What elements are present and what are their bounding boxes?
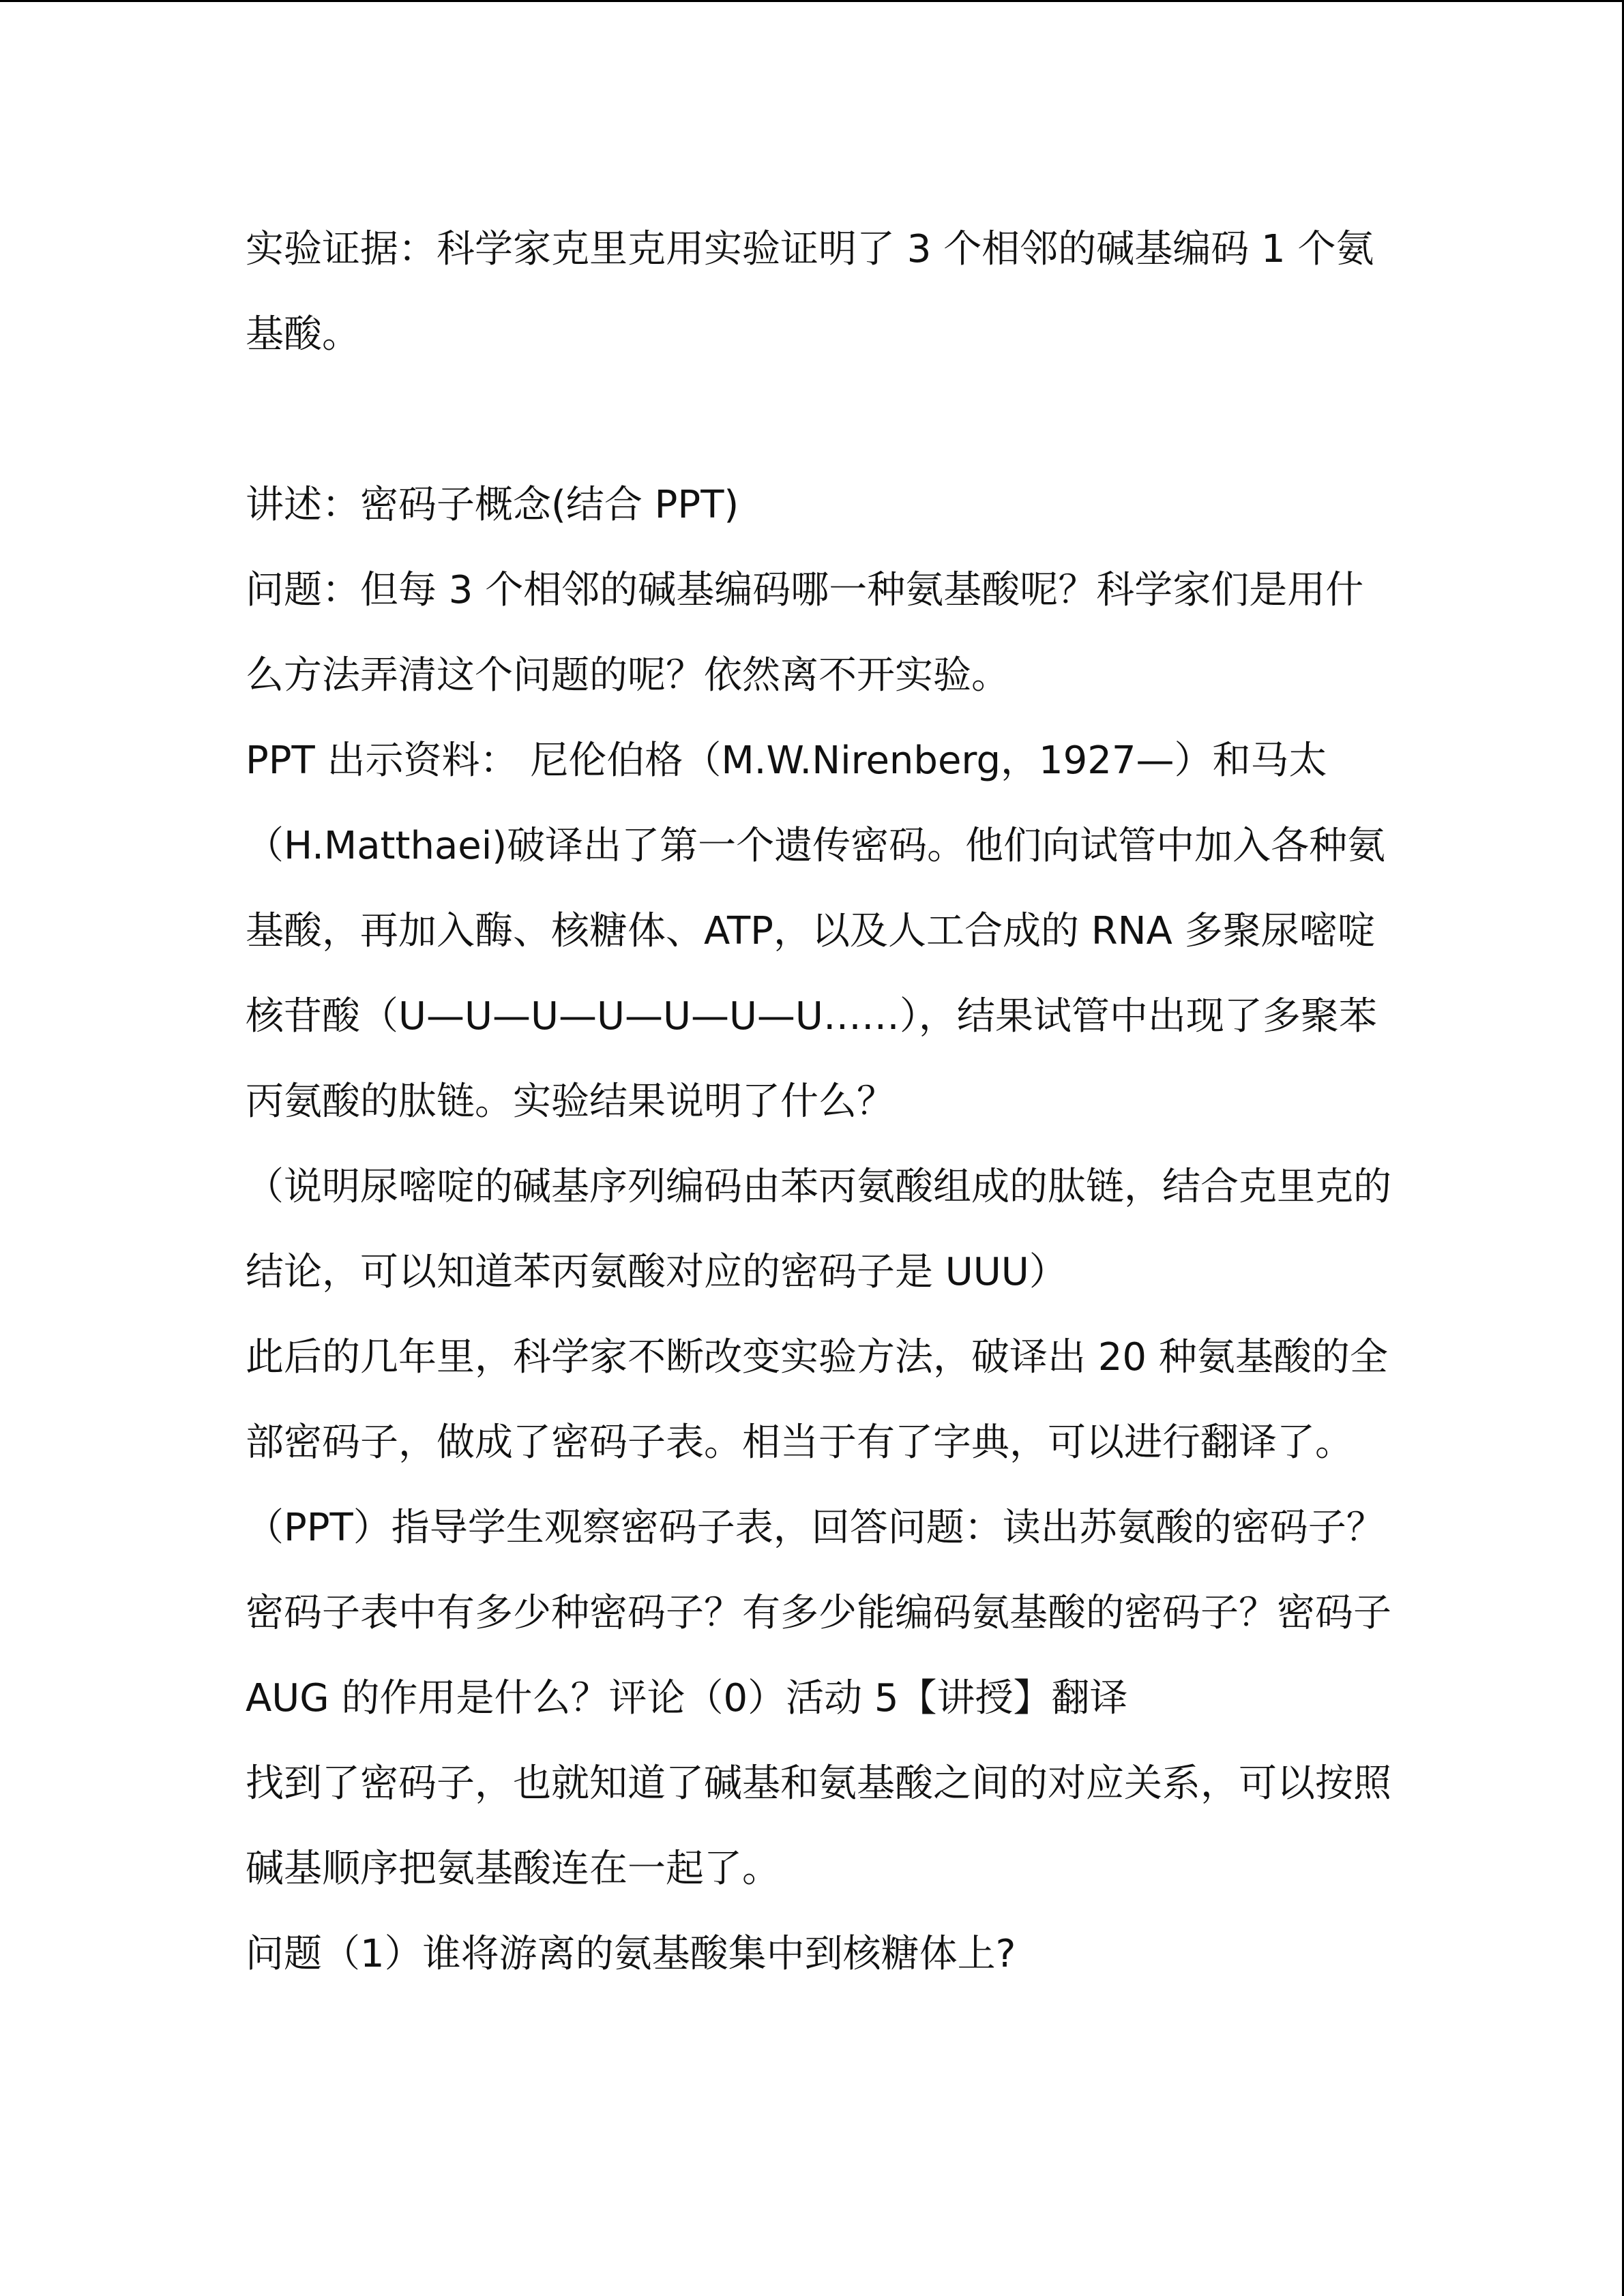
paragraph-codon-concept: 讲述：密码子概念(结合 PPT) [246, 483, 739, 527]
paragraph-question-1: 问题（1）谁将游离的氨基酸集中到核糖体上? [246, 1932, 1016, 1976]
paragraph-guide-students: （PPT）指导学生观察密码子表，回答问题：读出苏氨酸的密码子？密码子表中有多少种密码子？有多少能编码氨基酸的密码子？密码子 AUG 的作用是什么？评论（0）活动 5【讲授】翻译 [246, 1506, 1391, 1720]
document-body [246, 207, 1391, 1997]
paragraph-question-codon: 问题：但每 3 个相邻的碱基编码哪一种氨基酸呢？科学家们是用什么方法弄清这个问题的呢？依然离不开实验。 [246, 568, 1364, 698]
paragraph-experiment-evidence: 实验证据：科学家克里克用实验证明了 3 个相邻的碱基编码 1 个氨基酸。 [246, 227, 1374, 357]
paragraph-explanation-uuu: （说明尿嘧啶的碱基序列编码由苯丙氨酸组成的肽链，结合克里克的结论，可以知道苯丙氨酸对应的密码子是 UUU） [246, 1165, 1391, 1294]
paragraph-codon-table: 此后的几年里，科学家不断改变实验方法，破译出 20 种氨基酸的全部密码子，做成了密码子表。相当于有了字典，可以进行翻译了。 [246, 1335, 1388, 1465]
paragraph-spacer [246, 377, 1391, 462]
paragraph-translation: 找到了密码子，也就知道了碱基和氨基酸之间的对应关系，可以按照碱基顺序把氨基酸连在一起了。 [246, 1761, 1391, 1891]
paragraph-ppt-material: PPT 出示资料： 尼伦伯格（M.W.Nirenberg，1927—）和马太（H.Matthaei)破译出了第一个遗传密码。他们向试管中加入各种氨基酸，再加入酶、核糖体、ATP，以及人工合成的 RNA 多聚尿嘧啶核苷酸（U—U—U—U—U—U—U……），结果试管中出现了多聚苯丙氨酸的肽链。实验结果说明了什么？ [246, 739, 1386, 1124]
